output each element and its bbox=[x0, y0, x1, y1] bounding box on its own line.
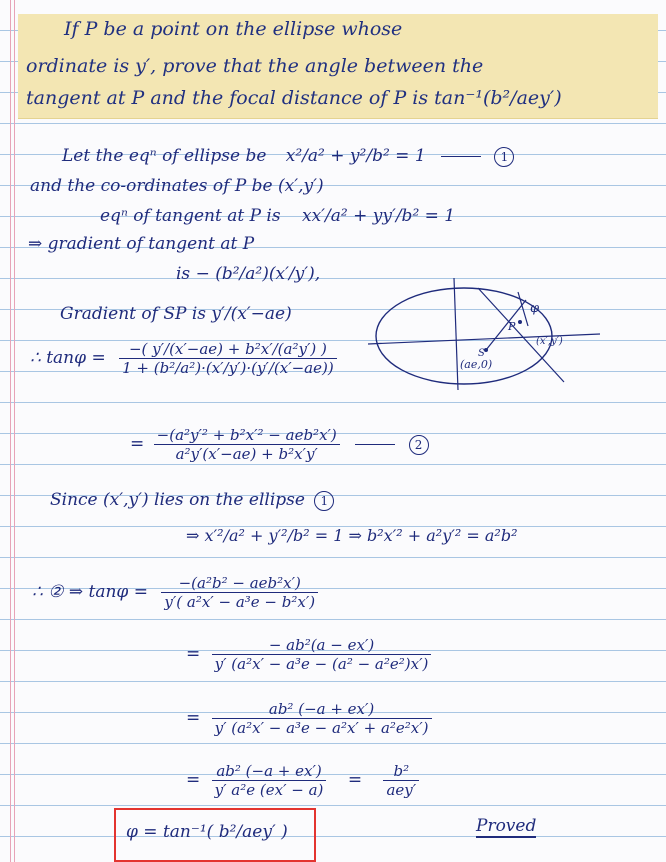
solution-line-1 bbox=[62, 146, 514, 167]
focus-coords-label: (ae,0) bbox=[460, 358, 493, 371]
ellipse-equation: x²/a² + y²/b² = 1 bbox=[285, 146, 426, 166]
question-line-3: tangent at P and the focal distance of P is tan⁻¹(b²/aey′) bbox=[26, 87, 562, 109]
margin-line bbox=[14, 0, 15, 862]
solution-line-3 bbox=[100, 206, 455, 226]
fraction-denominator: 1 + (b²/a²)·(x′/y′)·(y′/(x′−ae)) bbox=[122, 359, 334, 377]
fraction-numerator: b² bbox=[383, 762, 419, 781]
solution-line-4: ⇒ gradient of tangent at P bbox=[28, 234, 255, 254]
solution-line-13: = $\frac{\text{ab² (−a + ex′)}}{\text{y′ (a²x′ − a³e − a²x′ + a²e²x′)}}$ bbox=[186, 700, 432, 737]
since-statement: Since (x′,y′) lies on the ellipse bbox=[50, 490, 305, 510]
equation-tag: 2 bbox=[409, 435, 429, 455]
y-axis bbox=[454, 278, 458, 390]
fraction-numerator: −(a²b² − aeb²x′) bbox=[161, 574, 318, 593]
solution-line-14: = $\frac{\text{ab² (−a + ex′)}}{\text{y′ a²e (ex′ − a)}}$ = $\frac{\text{b²}}{\text{aey′}}$ bbox=[186, 762, 419, 799]
tangent-equation: xx′/a² + yy′/b² = 1 bbox=[302, 206, 456, 226]
fraction-denominator: y′( a²x′ − a³e − b²x′) bbox=[164, 593, 316, 611]
fraction-numerator: −(a²y′² + b²x′² − aeb²x′) bbox=[154, 426, 340, 445]
tan-phi-label: ∴ ② ⇒ tanφ = bbox=[32, 582, 148, 602]
tangent-intro: eqⁿ of tangent at P is bbox=[100, 206, 281, 226]
fraction-numerator: ab² (−a + ex′) bbox=[212, 762, 327, 781]
fraction-denominator: y′ (a²x′ − a³e − (a² − a²e²)x′) bbox=[214, 655, 429, 673]
solution-line-6: Gradient of SP is y′/(x′−ae) bbox=[60, 304, 292, 324]
fraction-numerator: −( y′/(x′−ae) + b²x′/(a²y′) ) bbox=[119, 340, 337, 359]
phi-label: φ bbox=[530, 301, 540, 316]
x-axis bbox=[368, 334, 600, 344]
final-result: φ = tan⁻¹( b²/aey′ ) bbox=[126, 822, 288, 842]
margin-line bbox=[10, 0, 11, 862]
fraction-denominator: y′ a²e (ex′ − a) bbox=[214, 781, 324, 799]
tan-phi-label: ∴ tanφ = bbox=[30, 348, 106, 368]
fraction-denominator: y′ (a²x′ − a³e − a²x′ + a²e²x′) bbox=[214, 719, 429, 737]
point-p bbox=[518, 320, 522, 324]
focus-label: S bbox=[478, 348, 485, 359]
equation-tag: 1 bbox=[314, 491, 334, 511]
focal-line bbox=[486, 300, 526, 350]
p-label: P bbox=[508, 320, 516, 333]
question-line-1: If P be a point on the ellipse whose bbox=[64, 18, 403, 40]
solution-line-5: is − (b²/a²)(x′/y′), bbox=[176, 264, 321, 284]
solution-line-10: ⇒ x′²/a² + y′²/b² = 1 ⇒ b²x′² + a²y′² = a²b² bbox=[186, 526, 518, 545]
solution-line-9 bbox=[50, 490, 334, 511]
equals-sign: = bbox=[347, 770, 363, 790]
solution-line-11 bbox=[32, 574, 318, 611]
fraction-numerator: ab² (−a + ex′) bbox=[212, 700, 432, 719]
fraction-denominator: a²y′(x′−ae) + b²x′y′ bbox=[175, 445, 318, 463]
fraction-denominator: aey′ bbox=[386, 781, 417, 799]
solution-line-7 bbox=[30, 340, 337, 377]
solution-line-2: and the co-ordinates of P be (x′,y′) bbox=[30, 176, 324, 196]
solution-line-12: = $\frac{\text{− ab²(a − ex′)}}{\text{y′ (a²x′ − a³e − (a² − a²e²)x′)}}$ bbox=[186, 636, 431, 673]
solution-line-8: = $\frac{\text{−(a²y′² + b²x′² − aeb²x′)}}{\text{a²y′(x′−ae) + b²x′y′}}$ 2 bbox=[130, 426, 429, 463]
proved-label: Proved bbox=[476, 816, 537, 836]
p-coords-label: (x′,y′) bbox=[536, 336, 563, 347]
fraction-numerator: − ab²(a − ex′) bbox=[212, 636, 432, 655]
equation-tag: 1 bbox=[494, 147, 514, 167]
ellipse-intro: Let the eqⁿ of ellipse be bbox=[62, 146, 267, 166]
ellipse-diagram bbox=[368, 278, 602, 390]
question-line-2: ordinate is y′, prove that the angle between the bbox=[26, 55, 484, 77]
